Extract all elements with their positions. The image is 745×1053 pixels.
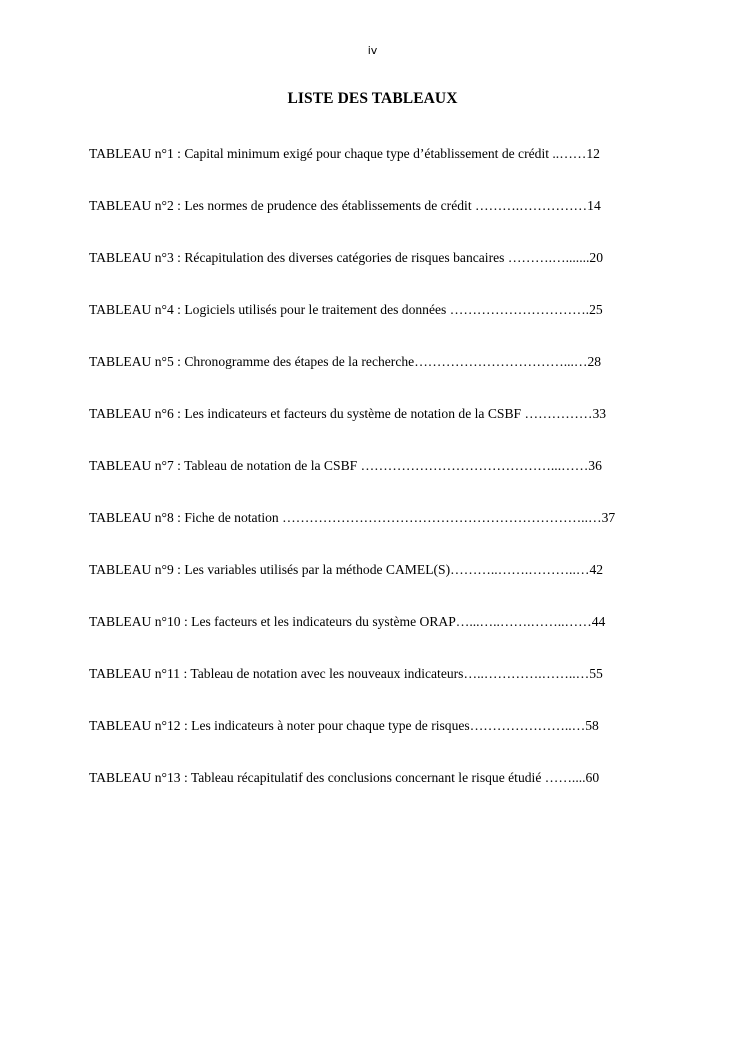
toc-entry-8: TABLEAU n°8 : Fiche de notation …………………………………………………………..…37 <box>89 510 616 525</box>
page-title: LISTE DES TABLEAUX <box>287 90 458 107</box>
table-of-tables <box>89 145 669 821</box>
toc-entry-6: TABLEAU n°6 : Les indicateurs et facteurs du système de notation de la CSBF ……………33 <box>89 406 607 421</box>
toc-entry-2: TABLEAU n°2 : Les normes de prudence des établissements de crédit ……….……………14 <box>89 198 601 213</box>
toc-entry-5: TABLEAU n°5 : Chronogramme des étapes de la recherche……………………………...…28 <box>89 354 602 369</box>
toc-entry-7: TABLEAU n°7 : Tableau de notation de la CSBF ……………………………………...……36 <box>89 458 602 473</box>
toc-entry-1: TABLEAU n°1 : Capital minimum exigé pour chaque type d’établissement de crédit ..……12 <box>89 146 600 161</box>
page-number: iv <box>367 44 378 57</box>
toc-entry-9: TABLEAU n°9 : Les variables utilisés par la méthode CAMEL(S)………..…….………..…42 <box>89 562 604 577</box>
toc-entry-11: TABLEAU n°11 : Tableau de notation avec les nouveaux indicateurs…..………….……..…55 <box>89 666 603 681</box>
toc-entry-3: TABLEAU n°3 : Récapitulation des diverses catégories de risques bancaires ……….….......20 <box>89 250 603 265</box>
toc-entry-12: TABLEAU n°12 : Les indicateurs à noter pour chaque type de risques…………………..…58 <box>89 718 599 733</box>
toc-entry-10: TABLEAU n°10 : Les facteurs et les indicateurs du système ORAP…...…..…….……..……44 <box>89 614 606 629</box>
toc-entry-4: TABLEAU n°4 : Logiciels utilisés pour le traitement des données ………………………….25 <box>89 302 603 317</box>
toc-entry-13: TABLEAU n°13 : Tableau récapitulatif des conclusions concernant le risque étudié ……....60 <box>89 770 600 785</box>
